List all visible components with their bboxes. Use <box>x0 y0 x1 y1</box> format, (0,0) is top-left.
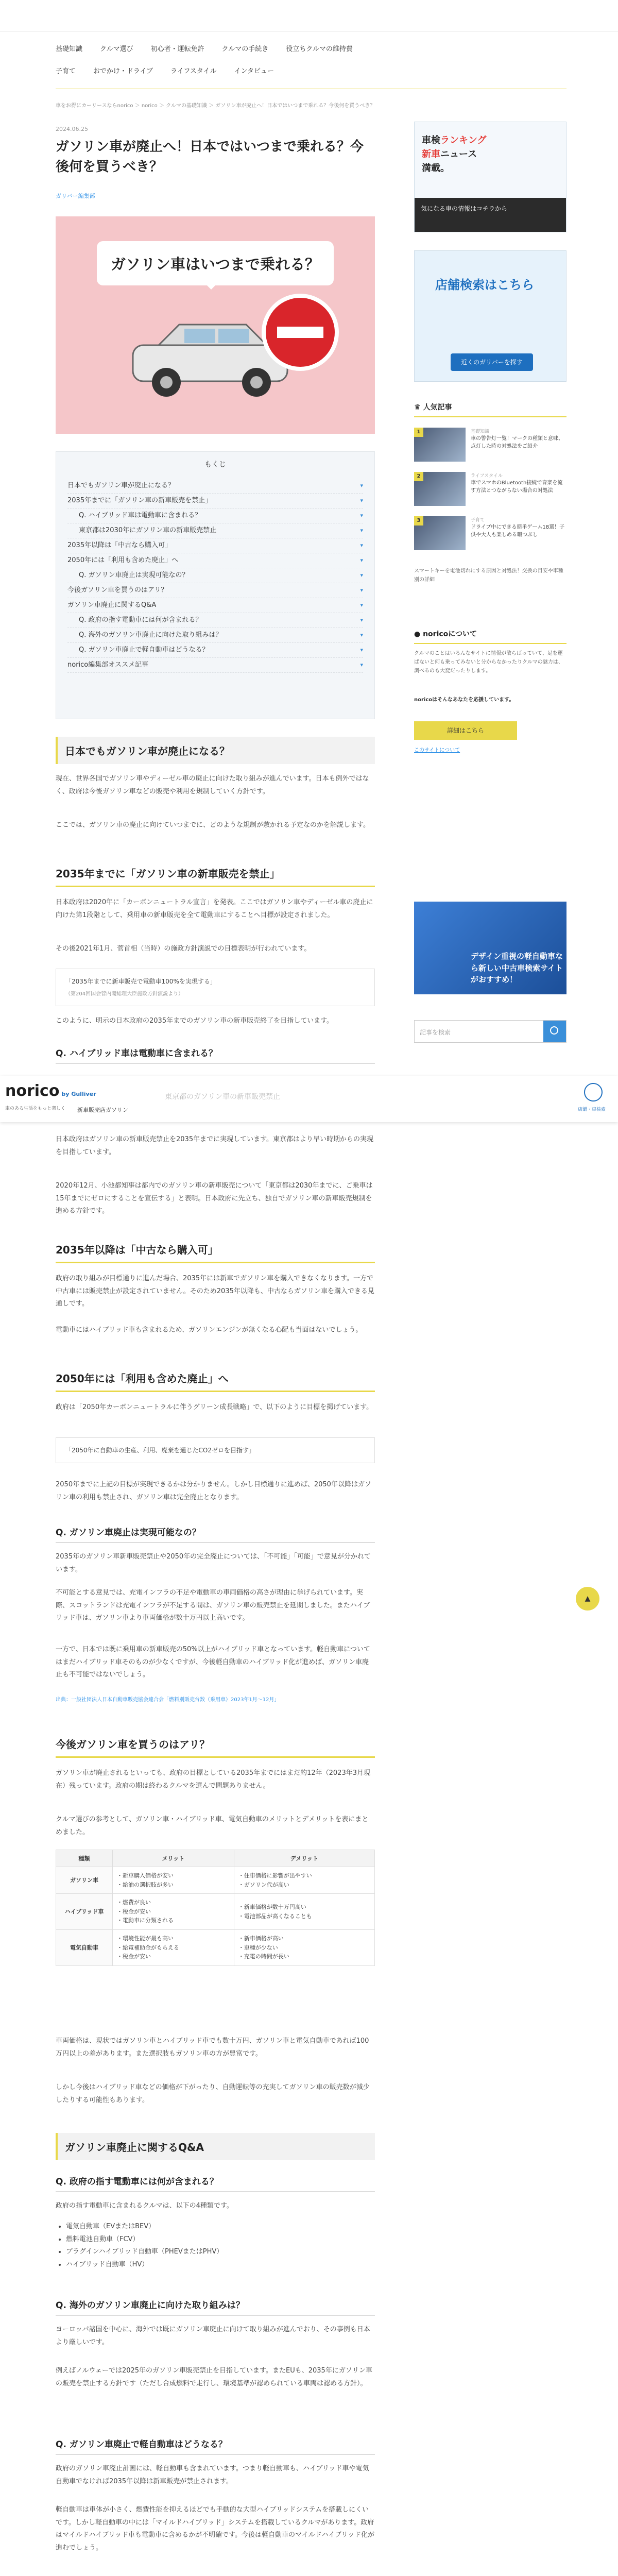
table-cell-merit: ・燃費が良い ・税金が安い ・電動車に分類される <box>113 1894 234 1930</box>
about-site-link[interactable]: このサイトについて <box>414 748 460 753</box>
nav-item-beginner[interactable]: 初心者・運転免許 <box>150 45 204 53</box>
page-title: ガソリン車が廃止へ！日本ではいつまで乗れる？今後何を買うべき？ <box>56 139 364 175</box>
publish-date: 2024.06.25 <box>56 126 88 132</box>
chevron-down-icon: ▾ <box>360 587 363 594</box>
quote-box <box>56 1437 375 1463</box>
chevron-down-icon: ▾ <box>360 617 363 623</box>
sticky-header <box>0 1076 618 1122</box>
paragraph: 政府は「2050年カーボンニュートラルに伴うグリーン成長戦略」で、以下のように目標を掲げています。 <box>56 1403 373 1411</box>
header-ghost-text: 東京都のガソリン車の新車販売禁止 <box>165 1093 280 1101</box>
article-title: 車の警告灯一覧！マークの種類と意味、点灯した時の対処法をご紹介 <box>471 436 563 449</box>
article-title: ドライブ中にできる簡単ゲーム18選！子供や大人も楽しめる暇つぶし <box>471 524 565 538</box>
list-item: • プラグインハイブリッド自動車（PHEVまたはPHV） <box>66 2246 375 2259</box>
ad-headline: 店舗検索はこちら <box>435 278 534 292</box>
subsection-heading: Q. ガソリン車廃止は実現可能なの？ <box>56 1525 375 1543</box>
nav-item-lifestyle[interactable]: ライフスタイル <box>170 67 217 75</box>
paragraph: ヨーロッパ諸国を中心に、海外では既にガソリン車廃止に向けて取り組みが進んでおり、その事例も日本より厳しいです。 <box>56 2326 370 2346</box>
paragraph: 軽自動車は車体が小さく、燃費性能を抑えるほどでも手動的な大型ハイブリッドシステムを搭載しにくいです。しかし軽自動車の中には「マイルドハイブリッド」システムを搭載しているクルマがあります。政府はマイルドハイブリッド車も電動車に含めるかが不明確です。今後は軽自動車のマイルドハイブリッド化が進むでしょう。 <box>56 2506 375 2552</box>
paragraph: 政府の指す電動車に含まれるクルマは、以下の4種類です。 <box>56 2202 233 2210</box>
chevron-down-icon: ▾ <box>360 497 363 504</box>
toc-item-label: Q. 海外のガソリン車廃止に向けた取り組みは？ <box>79 631 222 639</box>
header-sub-text: 新車販売店ガソリン <box>77 1107 128 1113</box>
list-item: • 燃料電池自動車（FCV） <box>66 2233 375 2246</box>
table-row <box>56 1929 375 1965</box>
paragraph: 電動車にはハイブリッド車も含まれるため、ガソリンエンジンが無くなる心配も当面はないでしょう。 <box>56 1326 363 1334</box>
about-detail-button[interactable]: 詳細はこちら <box>414 721 517 740</box>
toc-item-label: 今後ガソリン車を買うのはアリ？ <box>67 586 168 594</box>
sidebar-ad-store-search[interactable] <box>414 250 566 382</box>
prohibition-sign-icon <box>262 294 339 371</box>
toc-item[interactable] <box>67 494 363 509</box>
nav-item-basics[interactable]: 基礎知識 <box>56 45 83 53</box>
toc-item-label: 日本でもガソリン車が廃止になる？ <box>67 482 175 489</box>
toc-item-label: Q. ガソリン車廃止で軽自動車はどうなる？ <box>79 646 209 654</box>
paragraph: 現在、世界各国でガソリン車やディーゼル車の廃止に向けた取り組みが進んでいます。日本も例外ではなく、政府は今後ガソリン車などの販売や利用を規制していく方針です。 <box>56 775 369 795</box>
search-icon[interactable] <box>543 1021 566 1042</box>
section-heading: 2035年までに「ガソリン車の新車販売を禁止」 <box>56 860 375 887</box>
toc-item[interactable] <box>67 658 363 673</box>
toc-item[interactable] <box>67 583 363 598</box>
chevron-down-icon: ▾ <box>360 662 363 668</box>
table-header: 種類 <box>56 1850 113 1867</box>
table-cell-demerit: ・新車価格が数十万円高い ・電池部品が高くなることも <box>234 1894 374 1930</box>
hero-image <box>56 216 375 434</box>
paragraph: 日本政府はガソリン車の新車販売禁止を2035年までに実現しています。東京都はより早い時期からの実現を目指しています。 <box>56 1136 374 1156</box>
paragraph: しかし今後はハイブリッド車などの価格が下がったり、自動運転等の充実してガソリン車の販売数が減少したりする可能性もあります。 <box>56 2083 370 2104</box>
article-category: 子育て <box>471 518 485 523</box>
popular-article[interactable] <box>414 472 566 508</box>
paragraph: 政府の取り組みが目標通りに進んだ場合、2035年には新車でガソリン車を購入できなくなります。一方で中古車には販売禁止が設定されていません。そのため2035年以降も、中古ならガソリン車を購入できる見通しです。 <box>56 1275 374 1308</box>
table-cell-name: 電気自動車 <box>56 1929 113 1965</box>
paragraph: ガソリン車が廃止されるといっても、政府の目標としている2035年までにはまだ約12年（2023年3月現在）残っています。政府の期は終わるクルマを選んで問題ありません。 <box>56 1769 370 1790</box>
popular-article-more[interactable]: スマートキーを電池切れにする原因と対処法！交換の目安や車種別の詳細 <box>414 568 563 583</box>
chevron-down-icon: ▾ <box>360 557 363 564</box>
crown-icon: ♛ <box>414 403 423 412</box>
paragraph: このように、明示の日本政府の2035年までのガソリン車の新車販売終了を目指しています。 <box>56 1017 334 1025</box>
about-text: クルマのことはいろんなサイトに情報が散らばっていて、足を運ばないと何も乗ってみないと分からなかったりクルマの魅力は、調べるのも大変だったりします。 <box>414 651 563 674</box>
sidebar-ad-ranking[interactable] <box>414 122 566 232</box>
paragraph: 一方で、日本では既に乗用車の新車販売の50%以上がハイブリッド車となっています。軽自動車についてはまだハイブリッド車そのものが少なくですが、今後軽自動車のハイブリッド化が進めば、ガソリン車廃止も不可能ではないでしょう。 <box>56 1646 370 1679</box>
popular-article[interactable] <box>414 516 566 552</box>
toc-item[interactable] <box>67 523 363 538</box>
paragraph: 車両価格は、現状ではガソリン車とハイブリッド車でも数十万円、ガソリン車と電気自動車であれば100万円以上の差があります。また選択肢もガソリン車の方が豊富です。 <box>56 2037 369 2058</box>
about-title: ● noricoについて <box>414 629 566 644</box>
subsection-heading: Q. 政府の指す電動車には何が含まれる？ <box>56 2174 375 2192</box>
chevron-down-icon: ▾ <box>360 527 363 534</box>
toc-item-label: 2035年までに「ガソリン車の新車販売を禁止」 <box>67 497 212 504</box>
table-header: デメリット <box>234 1850 374 1867</box>
chevron-down-icon: ▾ <box>360 572 363 579</box>
nav-item-car-choice[interactable]: クルマ選び <box>100 45 133 53</box>
chevron-down-icon: ▾ <box>360 542 363 549</box>
section-heading: 2050年には「利用も含めた廃止」へ <box>56 1365 375 1392</box>
nav-item-childcare[interactable]: 子育て <box>56 67 76 75</box>
table-cell-merit: ・新車購入価格が安い ・給油の選択肢が多い <box>113 1867 234 1894</box>
section-heading: 2035年以降は「中古なら購入可」 <box>56 1236 375 1263</box>
table-row <box>56 1894 375 1930</box>
table-header: メリット <box>113 1850 234 1867</box>
section-heading: ガソリン車廃止に関するQ&A <box>56 2133 375 2160</box>
paragraph: 不可能とする意見では、充電インフラの不足や電動車の車両価格の高さが理由に挙げられています。実際、スコットランドは充電インフラが不足する間は、ガソリン車の販売禁止を延期しました。またハイブリッド車は、ガソリン車より車両価格が数十万円以上高いです。 <box>56 1589 370 1622</box>
ev-type-list <box>66 2221 375 2272</box>
find-store-button[interactable]: 近くのガリバーを探す <box>451 353 533 371</box>
rank-badge: 2 <box>414 472 423 481</box>
chevron-down-icon: ▾ <box>360 602 363 608</box>
toc-item[interactable] <box>67 598 363 613</box>
chevron-down-icon: ▾ <box>360 632 363 638</box>
top-header-bar <box>0 0 618 32</box>
toc-item[interactable] <box>67 643 363 658</box>
article-title: 車でスマホのBluetooth接続で音楽を流す方法とつながらない場合の対処法 <box>471 480 563 494</box>
table-of-contents <box>56 451 375 719</box>
toc-item[interactable] <box>67 479 363 494</box>
about-bold-text: noricoはそんなあなたを応援しています。 <box>414 697 514 703</box>
toc-item[interactable] <box>67 628 363 643</box>
table-cell-demerit: ・住車価格に影響が出やすい ・ガソリン代が高い <box>234 1867 374 1894</box>
popular-article[interactable] <box>414 428 566 464</box>
article-search[interactable] <box>414 1020 566 1043</box>
toc-item-label: norico編集部オススメ記事 <box>67 661 149 669</box>
article-category: ライフスタイル <box>471 473 503 479</box>
ad-headline: デザイン重視の軽自動車なら新しい中古車検索サイトがおすすめ！ <box>471 952 563 984</box>
toc-item-label: Q. ガソリン車廃止は実現可能なの？ <box>79 571 189 579</box>
scroll-to-top-button[interactable]: ▲ <box>576 1587 599 1611</box>
toc-item-label: 2050年には「利用も含めた廃止」へ <box>67 556 179 564</box>
breadcrumb[interactable]: 車をお得にカーリースならnorico ＞ norico ＞ クルマの基礎知識 ＞ ガソリン車が廃止へ！日本ではいつまで乗れる？今後何を買うべき？ <box>56 103 375 109</box>
table-cell-merit: ・環境性能が最も高い ・給電補助金がもらえる ・税金が安い <box>113 1929 234 1965</box>
sidebar-ad-kei-car[interactable] <box>414 902 566 994</box>
table-cell-demerit: ・新車価格が高い ・車種が少ない ・充電の時間が長い <box>234 1929 374 1965</box>
toc-item[interactable] <box>67 538 363 553</box>
quote-text: 「2035年までに新車販売で電動車100%を実現する」 <box>65 978 216 985</box>
subsection-heading: Q. 海外のガソリン車廃止に向けた取り組みは？ <box>56 2298 375 2316</box>
paragraph: ここでは、ガソリン車の廃止に向けていつまでに、どのような規制が敷かれる予定なのかを解説します。 <box>56 821 370 829</box>
subsection-heading: Q. ハイブリッド車は電動車に含まれる？ <box>56 1046 375 1064</box>
search-input[interactable]: 記事を検索 <box>420 1029 451 1036</box>
table-row <box>56 1867 375 1894</box>
store-search-label[interactable]: 店舗・車検索 <box>577 1107 606 1112</box>
table-cell-name: ガソリン車 <box>56 1867 113 1894</box>
nav-item-procedures[interactable]: クルマの手続き <box>221 45 269 53</box>
toc-item-label: 東京都は2030年にガソリン車の新車販売禁止 <box>79 527 217 534</box>
paragraph: 例えばノルウェーでは2025年のガソリン車販売禁止を目指しています。またEUも、2035年にガソリン車の販売を禁止する方針です（ただし合成燃料で走行し、環境基準が認められている車両は認める方針）。 <box>56 2367 372 2387</box>
nav-item-drive[interactable]: おでかけ・ドライブ <box>93 67 153 75</box>
paragraph: クルマ選びの参考として、ガソリン車・ハイブリッド車、電気自動車のメリットとデメリットを表にまとめました。 <box>56 1816 369 1836</box>
paragraph: その後2021年1月、菅首相（当時）の施政方針演説での目標表明が行われています。 <box>56 945 311 953</box>
rank-badge: 3 <box>414 516 423 526</box>
quote-text: 「2050年に自動車の生産、利用、廃棄を通じたCO2ゼロを目指す」 <box>65 1447 255 1454</box>
nav-item-interview[interactable]: インタビュー <box>234 67 274 75</box>
section-heading: 日本でもガソリン車が廃止になる？ <box>56 737 375 764</box>
toc-item[interactable] <box>67 553 363 568</box>
chevron-down-icon: ▾ <box>360 512 363 519</box>
table-cell-name: ハイブリッド車 <box>56 1894 113 1930</box>
list-item: • 電気自動車（EVまたはBEV） <box>66 2221 375 2233</box>
article-category: 基礎知識 <box>471 429 490 434</box>
ad-footer-text: 気になる車の情報はコチラから <box>415 198 566 232</box>
pin-icon: ● <box>414 630 423 638</box>
logo-tagline: 車のある生活をもっと楽しく <box>5 1106 66 1111</box>
source-link[interactable]: 出典：一般社団法人日本自動車販売協会連合会「燃料別販売台数（乗用車）2023年1月〜12月」 <box>56 1697 280 1703</box>
paragraph: 2035年のガソリン車新車販売禁止や2050年の完全廃止については、「不可能」「可能」で意見が分かれています。 <box>56 1553 371 1573</box>
toc-title: もくじ <box>204 461 226 469</box>
toc-item-label: 2035年以降は「中古なら購入可」 <box>67 541 172 549</box>
site-logo[interactable]: norico by Gulliver <box>5 1082 96 1100</box>
toc-item[interactable] <box>67 613 363 628</box>
paragraph: 2050年までに上記の目標が実現できるかは分かりません。しかし目標通りに進めば、2050年以降はガソリン車の利用も禁止され、ガソリン車は完全廃止となります。 <box>56 1481 371 1501</box>
chevron-down-icon: ▾ <box>360 647 363 653</box>
list-item: • ハイブリッド自動車（HV） <box>66 2259 375 2272</box>
hero-banner-text: ガソリン車はいつまで乗れる？ <box>97 241 334 285</box>
toc-item-label: ガソリン車廃止に関するQ&A <box>67 601 157 609</box>
section-heading: 今後ガソリン車を買うのはアリ？ <box>56 1731 375 1758</box>
main-nav <box>56 43 375 75</box>
author-link[interactable]: ガリバー編集部 <box>56 193 95 199</box>
paragraph: 2020年12月、小池都知事は都内でのガソリン車の新車販売について「東京都は2030年までに、ご乗車は15年までにゼロにすることを宣伝する」と表明。日本政府に先立ち、独自でガソリン車の新車販売規制を進める方針です。 <box>56 1182 373 1215</box>
store-search-icon[interactable] <box>584 1083 603 1101</box>
paragraph: 政府のガソリン車廃止計画には、軽自動車も含まれています。つまり軽自動車も、ハイブリッド車や電気自動車でなければ2035年以降は新車販売が禁止されます。 <box>56 2465 369 2485</box>
toc-item[interactable] <box>67 568 363 583</box>
chevron-down-icon: ▾ <box>360 482 363 489</box>
quote-box <box>56 969 375 1006</box>
toc-item-label: Q. 政府の指す電動車には何が含まれる？ <box>79 616 202 624</box>
toc-item[interactable] <box>67 509 363 523</box>
quote-source: （第204回国会菅内閣総理大臣施政方針演説より） <box>65 991 184 997</box>
paragraph: 日本政府は2020年に「カーボンニュートラル宣言」を発表。ここではガソリン車やディーゼル車の廃止に向けた第1段階として、乗用車の新車販売を全て電動車にすることへ目標が設定されました。 <box>56 899 373 919</box>
subsection-heading: Q. ガソリン車廃止で軽自動車はどうなる？ <box>56 2437 375 2455</box>
toc-item-label: Q. ハイブリッド車は電動車に含まれる？ <box>79 512 202 519</box>
comparison-table <box>56 1850 375 1966</box>
nav-item-maintenance[interactable]: 役立ちクルマの維持費 <box>286 45 353 53</box>
popular-articles-title: ♛ 人気記事 <box>414 402 566 417</box>
rank-badge: 1 <box>414 428 423 437</box>
ad-headline: 車検ランキング 新車ニュース 満載。 <box>422 135 487 174</box>
